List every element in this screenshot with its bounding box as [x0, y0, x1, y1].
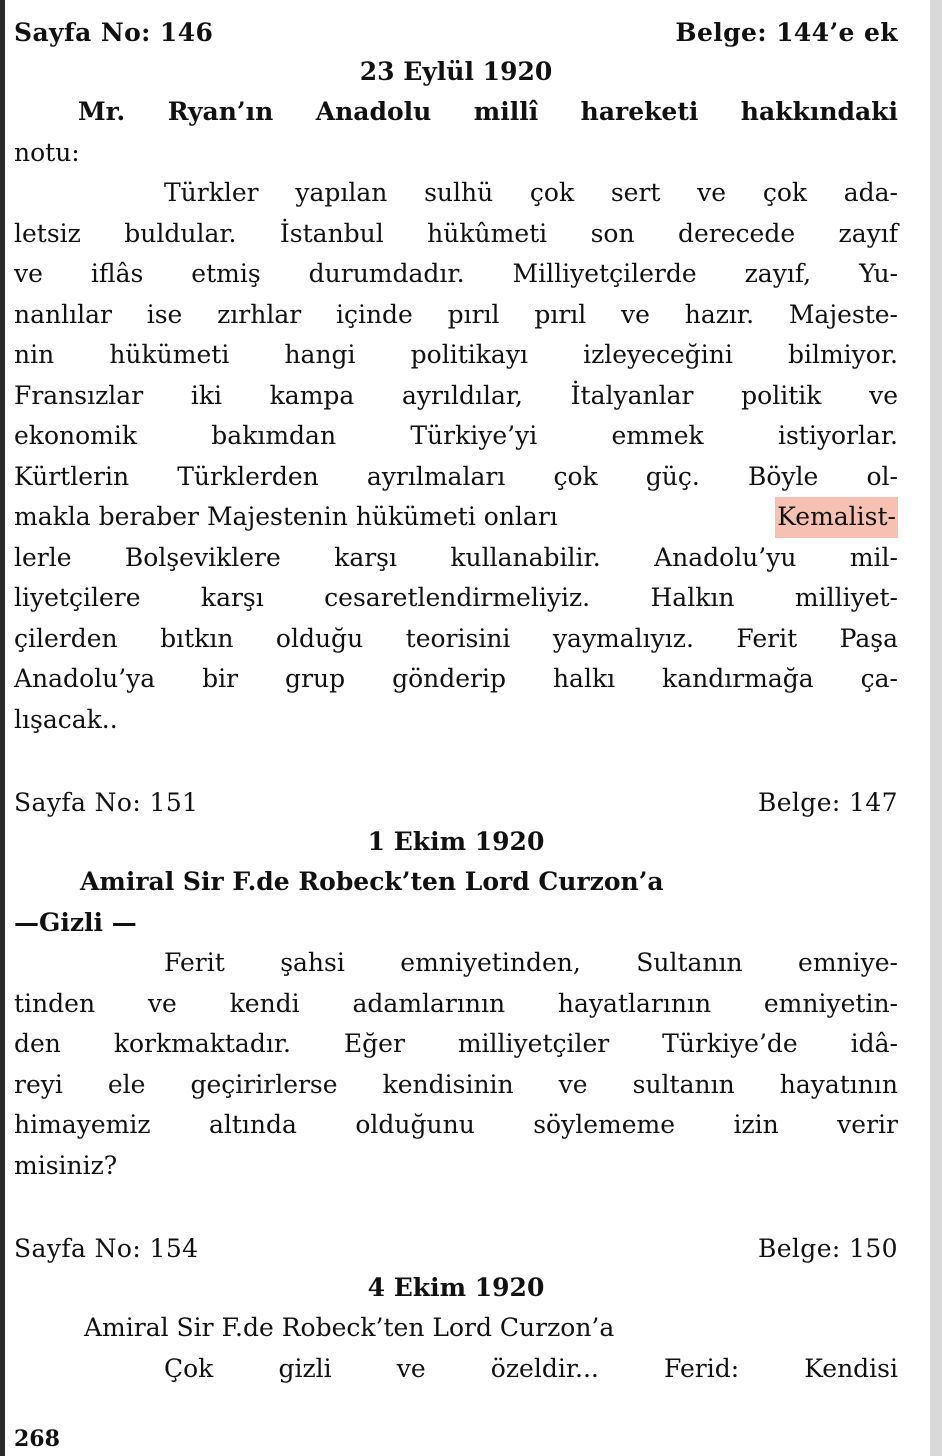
body-line: liyetçilere karşı cesaretlendirmeliyiz. Halkın milliyet- — [14, 583, 898, 612]
body-line: lışacak.. — [14, 704, 118, 734]
document-title: Amiral Sir F.de Robeck’ten Lord Curzon’a — [80, 867, 664, 896]
body-line: ekonomik bakımdan Türkiye’yi emmek istiyorlar. — [14, 421, 898, 450]
highlighted-word[interactable]: Kemalist- — [775, 497, 898, 538]
belge-label: Belge: 150 — [757, 1234, 898, 1263]
classification-label: —Gizli — — [14, 907, 137, 937]
page-label: Sayfa No: 151 — [14, 788, 199, 817]
document-date: 1 Ekim 1920 — [367, 827, 545, 856]
document-body — [14, 173, 898, 740]
belge-label: Belge: 144’e ek — [675, 18, 898, 47]
document-154 — [14, 1230, 898, 1389]
body-line: Anadolu’ya bir grup gönderip halkı kandırmağa ça- — [14, 664, 898, 693]
body-line: den korkmaktadır. Eğer milliyetçiler Türkiye’de idâ- — [14, 1029, 898, 1058]
body-line: Fransızlar iki kampa ayrıldılar, İtalyanlar politik ve — [14, 380, 898, 410]
body-line: nanlılar ise zırhlar içinde pırıl pırıl ve hazır. Majeste- — [14, 299, 898, 329]
page-edge-margin — [930, 0, 942, 1456]
body-line: reyi ele geçirirlerse kendisinin ve sultanın hayatının — [14, 1069, 898, 1099]
body-line: letsiz buldular. İstanbul hükûmeti son derecede zayıf — [14, 218, 898, 248]
body-line-text: makla beraber Majestenin hükümeti onları — [14, 502, 558, 531]
page-number: 268 — [14, 1426, 60, 1452]
body-line: lerle Bolşeviklere karşı kullanabilir. Anadolu’yu mil- — [14, 542, 898, 572]
body-line: Türkler yapılan sulhü çok sert ve çok ada- — [164, 178, 898, 207]
document-146 — [14, 14, 898, 740]
body-line: çilerden bıtkın olduğu teorisini yaymalıyız. Ferit Paşa — [14, 623, 898, 653]
document-151 — [14, 784, 898, 1186]
document-header — [14, 784, 898, 822]
document-title: Amiral Sir F.de Robeck’ten Lord Curzon’a — [84, 1313, 615, 1342]
body-line: Çok gizli ve özeldir... Ferid: Kendisi — [164, 1353, 898, 1383]
document-header — [14, 1230, 898, 1268]
body-line: himayemiz altında olduğunu söylememe izin verir — [14, 1110, 898, 1139]
document-header — [14, 14, 898, 52]
body-line: ve iflâs etmiş durumdadır. Milliyetçilerde zayıf, Yu- — [14, 259, 898, 288]
document-body — [14, 943, 898, 1186]
body-line: Kürtlerin Türklerden ayrılmaları çok güç. Böyle ol- — [14, 461, 898, 491]
document-date: 23 Eylül 1920 — [359, 57, 553, 86]
document-date: 4 Ekim 1920 — [367, 1273, 545, 1302]
page-edge-shadow — [0, 0, 5, 1456]
body-line: Ferit şahsi emniyetinden, Sultanın emniye- — [164, 948, 898, 977]
document-title: Mr. Ryan’ın Anadolu millî hareketi hakkındaki — [78, 97, 898, 126]
page-content — [14, 0, 898, 1389]
body-line-highlight — [14, 497, 898, 538]
page-label: Sayfa No: 146 — [14, 18, 214, 47]
belge-label: Belge: 147 — [757, 788, 898, 817]
page-label: Sayfa No: 154 — [14, 1234, 199, 1263]
body-line: nin hükümeti hangi politikayı izleyeceğini bilmiyor. — [14, 340, 898, 369]
body-line: tinden ve kendi adamlarının hayatlarının emniyetin- — [14, 988, 898, 1018]
body-line: misiniz? — [14, 1150, 118, 1180]
document-title-cont: notu: — [14, 137, 80, 167]
